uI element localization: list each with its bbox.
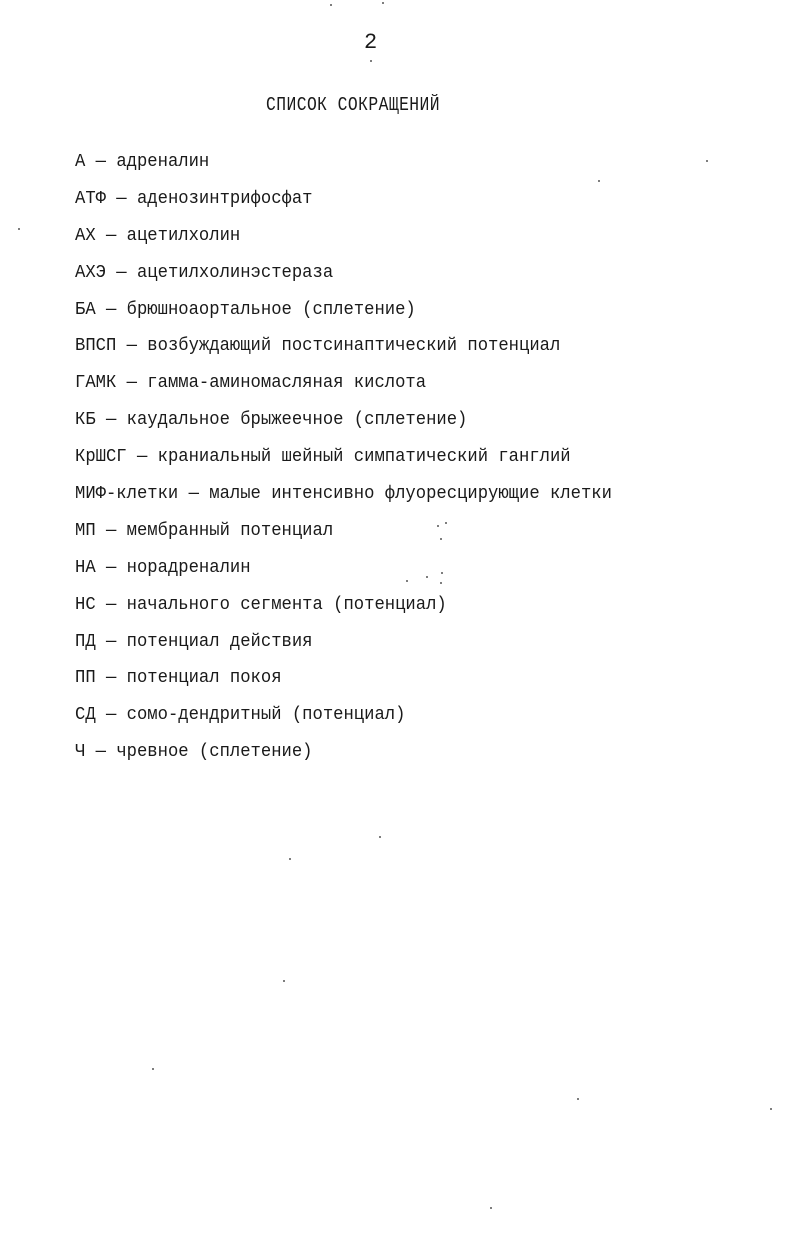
abbreviation-separator: — (188, 483, 199, 505)
abbreviation-definition: потенциал покоя (126, 667, 282, 689)
scan-speck (598, 180, 600, 182)
abbreviation-entry (75, 332, 612, 369)
abbreviation-entry (75, 259, 612, 296)
abbreviation-list (75, 148, 652, 775)
abbreviation-separator: — (105, 704, 117, 726)
abbreviation-separator: — (105, 593, 117, 615)
abbreviation-definition: каудальное брыжеечное (сплетение) (126, 409, 468, 431)
abbreviation-definition: норадреналин (126, 556, 251, 578)
page-title: СПИСОК СОКРАЩЕНИЙ (266, 94, 441, 116)
abbreviation-entry (75, 185, 612, 222)
abbreviation-separator: — (105, 224, 117, 246)
abbreviation-separator: — (105, 519, 117, 541)
abbreviation-entry (75, 148, 612, 185)
scan-speck (490, 1207, 492, 1209)
abbreviation-definition: адреналин (116, 151, 210, 172)
scan-speck (382, 2, 384, 4)
abbreviation-separator: — (136, 446, 148, 468)
abbreviation-term: КБ (75, 409, 96, 431)
abbreviation-entry (75, 628, 612, 665)
abbreviation-entry (75, 554, 612, 591)
scan-speck (406, 580, 408, 582)
abbreviation-definition: сомо-дендритный (потенциал) (126, 704, 406, 726)
abbreviation-definition: брюшноаортальное (сплетение) (126, 298, 416, 320)
abbreviation-entry (75, 222, 612, 259)
abbreviation-term: КрШСГ (75, 446, 127, 468)
scan-speck (441, 572, 443, 574)
abbreviation-definition: возбуждающий постсинаптический потенциал (147, 335, 561, 357)
abbreviation-term: ПП (75, 667, 96, 689)
abbreviation-entry (75, 701, 612, 738)
scan-speck (440, 538, 442, 540)
abbreviation-term: БА (75, 298, 96, 320)
scan-speck (445, 522, 447, 524)
abbreviation-definition: ацетилхолинэстераза (136, 261, 334, 283)
abbreviation-separator: — (95, 741, 106, 763)
scan-speck (330, 4, 332, 6)
abbreviation-term: А (75, 151, 86, 172)
abbreviation-entry (75, 591, 612, 628)
scan-speck (577, 1098, 579, 1100)
abbreviation-term: ВПСП (75, 335, 117, 357)
scan-speck (437, 525, 439, 527)
abbreviation-term: АХ (75, 224, 96, 246)
abbreviation-entry (75, 738, 612, 775)
abbreviation-definition: краниальный шейный симпатический ганглий (157, 446, 571, 468)
scan-speck (18, 228, 20, 230)
scan-speck (370, 60, 372, 62)
abbreviation-entry (75, 406, 612, 443)
abbreviation-entry (75, 296, 612, 333)
abbreviation-term: АТФ (75, 187, 106, 209)
abbreviation-definition: гамма-аминомасляная кислота (147, 372, 427, 394)
abbreviation-term: МИФ-клетки (75, 483, 179, 505)
abbreviation-separator: — (105, 667, 117, 689)
abbreviation-definition: ацетилхолин (126, 224, 241, 246)
abbreviation-entry (75, 664, 612, 701)
scan-speck (440, 582, 442, 584)
abbreviation-term: НА (75, 556, 96, 578)
abbreviation-definition: потенциал действия (126, 630, 313, 652)
abbreviation-separator: — (105, 630, 117, 652)
scan-speck (770, 1108, 772, 1110)
abbreviation-term: ГАМК (75, 372, 117, 394)
abbreviation-term: АХЭ (75, 261, 106, 283)
abbreviation-definition: аденозинтрифосфат (136, 187, 313, 209)
abbreviation-term: СД (75, 704, 96, 726)
abbreviation-entry (75, 517, 612, 554)
abbreviation-separator: — (116, 261, 127, 283)
abbreviation-term: МП (75, 519, 96, 541)
abbreviation-entry (75, 443, 612, 480)
abbreviation-entry (75, 480, 612, 517)
abbreviation-separator: — (105, 409, 117, 431)
abbreviation-definition: малые интенсивно флуоресцирующие клетки (209, 483, 612, 505)
scan-speck (289, 858, 291, 860)
abbreviation-term: ПД (75, 630, 96, 652)
scan-speck (426, 576, 428, 578)
scan-speck (379, 836, 381, 838)
abbreviation-separator: — (105, 556, 117, 578)
abbreviation-term: Ч (75, 741, 86, 763)
abbreviation-separator: — (105, 298, 117, 320)
abbreviation-term: НС (75, 593, 96, 615)
abbreviation-definition: начального сегмента (потенциал) (126, 593, 447, 615)
abbreviation-definition: мембранный потенциал (126, 519, 334, 541)
scan-speck (152, 1068, 154, 1070)
scan-speck (283, 980, 285, 982)
abbreviation-separator: — (116, 187, 127, 209)
page-number: 2 (364, 30, 378, 55)
abbreviation-separator: — (126, 335, 137, 357)
abbreviation-separator: — (126, 372, 137, 394)
abbreviation-separator: — (95, 151, 106, 172)
scan-speck (706, 160, 708, 162)
abbreviation-definition: чревное (сплетение) (116, 741, 313, 763)
abbreviation-entry (75, 369, 612, 406)
